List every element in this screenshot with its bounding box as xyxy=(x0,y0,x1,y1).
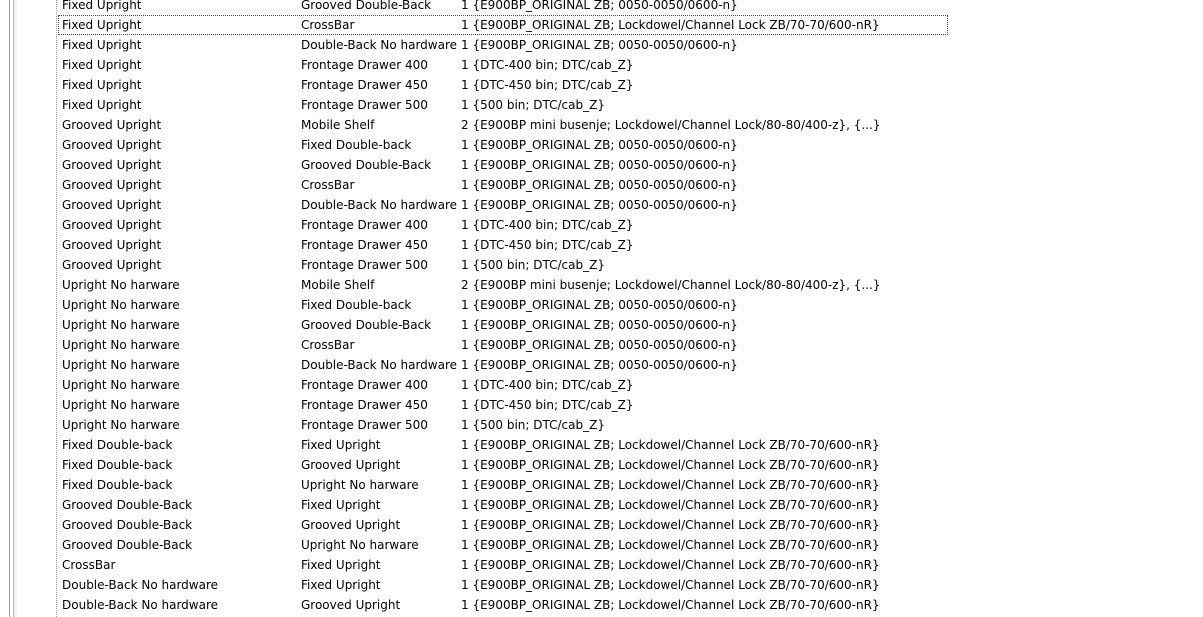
detail-cell xyxy=(461,555,948,575)
upright-cell: Grooved Upright xyxy=(62,198,162,212)
element-cell: Frontage Drawer 500 xyxy=(301,418,428,432)
upright-cell: Double-Back No hardware xyxy=(62,598,219,612)
detail-value: {E900BP_ORIGINAL ZB; 0050-0050/0600-n} xyxy=(472,38,738,52)
upright-cell: Fixed Double-back xyxy=(62,478,173,492)
upright-cell: Fixed Double-back xyxy=(62,458,173,472)
element-cell: Mobile Shelf xyxy=(301,278,375,292)
count-value: 1 xyxy=(461,98,469,112)
list-item[interactable] xyxy=(58,95,948,115)
element-cell: Frontage Drawer 450 xyxy=(301,78,428,92)
detail-value: {E900BP_ORIGINAL ZB; 0050-0050/0600-n} xyxy=(472,178,738,192)
count-value: 1 xyxy=(461,18,469,32)
detail-cell xyxy=(461,295,948,315)
count-value: 1 xyxy=(461,178,469,192)
list-item[interactable] xyxy=(58,335,948,355)
detail-cell xyxy=(461,515,948,535)
detail-value: {DTC-400 bin; DTC/cab_Z} xyxy=(472,218,634,232)
detail-cell xyxy=(461,475,948,495)
count-value: 1 xyxy=(461,238,469,252)
count-value: 1 xyxy=(461,0,469,12)
element-cell: Grooved Double-Back xyxy=(301,318,432,332)
count-value: 1 xyxy=(461,538,469,552)
element-cell: Fixed Upright xyxy=(301,438,381,452)
detail-value: {E900BP_ORIGINAL ZB; Lockdowel/Channel Lock ZB/70-70/600-nR} xyxy=(472,598,880,612)
detail-cell xyxy=(461,195,948,215)
detail-value: {E900BP_ORIGINAL ZB; 0050-0050/0600-n} xyxy=(472,318,738,332)
detail-cell xyxy=(461,75,948,95)
element-cell: CrossBar xyxy=(301,178,355,192)
count-value: 1 xyxy=(461,78,469,92)
detail-value: {500 bin; DTC/cab_Z} xyxy=(472,418,605,432)
detail-value: {E900BP_ORIGINAL ZB; 0050-0050/0600-n} xyxy=(472,158,738,172)
list-item[interactable] xyxy=(58,515,948,535)
upright-cell: Grooved Upright xyxy=(62,138,162,152)
element-cell: CrossBar xyxy=(301,18,355,32)
detail-cell xyxy=(461,0,948,15)
element-cell: Double-Back No hardware xyxy=(301,38,458,52)
element-cell: Mobile Shelf xyxy=(301,118,375,132)
detail-value: {500 bin; DTC/cab_Z} xyxy=(472,258,605,272)
detail-value: {E900BP_ORIGINAL ZB; Lockdowel/Channel Lock ZB/70-70/600-nR} xyxy=(472,458,880,472)
detail-value: {DTC-400 bin; DTC/cab_Z} xyxy=(472,378,634,392)
upright-cell: Upright No harware xyxy=(62,278,180,292)
detail-value: {E900BP_ORIGINAL ZB; 0050-0050/0600-n} xyxy=(472,198,738,212)
list-item[interactable] xyxy=(58,395,948,415)
count-value: 1 xyxy=(461,298,469,312)
detail-value: {E900BP_ORIGINAL ZB; Lockdowel/Channel Lock ZB/70-70/600-nR} xyxy=(472,498,880,512)
list-item[interactable] xyxy=(58,135,948,155)
detail-cell xyxy=(461,15,948,35)
list-item[interactable] xyxy=(58,415,948,435)
list-item[interactable] xyxy=(58,295,948,315)
element-cell: Grooved Upright xyxy=(301,458,401,472)
detail-value: {E900BP_ORIGINAL ZB; Lockdowel/Channel Lock ZB/70-70/600-nR} xyxy=(472,578,880,592)
list-item[interactable] xyxy=(58,195,948,215)
element-cell: Fixed Upright xyxy=(301,578,381,592)
upright-cell: Grooved Upright xyxy=(62,158,162,172)
upright-cell: Upright No harware xyxy=(62,378,180,392)
list-item[interactable] xyxy=(58,475,948,495)
detail-cell xyxy=(461,495,948,515)
count-value: 1 xyxy=(461,558,469,572)
detail-cell xyxy=(461,215,948,235)
count-value: 1 xyxy=(461,438,469,452)
detail-value: {E900BP_ORIGINAL ZB; Lockdowel/Channel Lock ZB/70-70/600-nR} xyxy=(472,538,880,552)
detail-value: {E900BP_ORIGINAL ZB; 0050-0050/0600-n} xyxy=(472,0,738,12)
count-value: 1 xyxy=(461,478,469,492)
detail-value: {E900BP_ORIGINAL ZB; Lockdowel/Channel Lock ZB/70-70/600-nR} xyxy=(472,18,880,32)
detail-value: {DTC-450 bin; DTC/cab_Z} xyxy=(472,398,634,412)
list-item[interactable] xyxy=(58,595,948,615)
upright-cell: Fixed Upright xyxy=(62,58,142,72)
detail-cell xyxy=(461,95,948,115)
detail-cell xyxy=(461,135,948,155)
count-value: 1 xyxy=(461,158,469,172)
list-item[interactable] xyxy=(58,0,948,15)
upright-cell: Fixed Upright xyxy=(62,78,142,92)
element-cell: Upright No harware xyxy=(301,478,419,492)
upright-cell: Upright No harware xyxy=(62,318,180,332)
list-item[interactable] xyxy=(58,555,948,575)
detail-cell xyxy=(461,35,948,55)
detail-cell xyxy=(461,315,948,335)
element-cell: Frontage Drawer 450 xyxy=(301,238,428,252)
list-item[interactable] xyxy=(58,15,948,35)
detail-cell xyxy=(461,275,948,295)
detail-cell xyxy=(461,455,948,475)
count-value: 1 xyxy=(461,58,469,72)
element-cell: Fixed Upright xyxy=(301,558,381,572)
element-cell: Frontage Drawer 400 xyxy=(301,58,428,72)
detail-cell xyxy=(461,415,948,435)
count-value: 1 xyxy=(461,458,469,472)
element-cell: Double-Back No hardware xyxy=(301,358,458,372)
upright-cell: Fixed Upright xyxy=(62,38,142,52)
upright-cell: Upright No harware xyxy=(62,398,180,412)
upright-cell: Fixed Double-back xyxy=(62,438,173,452)
element-cell: CrossBar xyxy=(301,338,355,352)
count-value: 2 xyxy=(461,118,469,132)
count-value: 1 xyxy=(461,498,469,512)
detail-value: {E900BP_ORIGINAL ZB; Lockdowel/Channel Lock ZB/70-70/600-nR} xyxy=(472,558,880,572)
list-item[interactable] xyxy=(58,535,948,555)
upright-cell: Upright No harware xyxy=(62,358,180,372)
count-value: 1 xyxy=(461,338,469,352)
list-item[interactable] xyxy=(58,355,948,375)
detail-value: {DTC-450 bin; DTC/cab_Z} xyxy=(472,238,634,252)
detail-value: {500 bin; DTC/cab_Z} xyxy=(472,98,605,112)
element-cell: Grooved Double-Back xyxy=(301,158,432,172)
list-item[interactable] xyxy=(58,435,948,455)
detail-value: {E900BP mini busenje; Lockdowel/Channel Lock/80-80/400-z}, {...} xyxy=(472,118,881,132)
list-item[interactable] xyxy=(58,155,948,175)
element-cell: Grooved Double-Back xyxy=(301,0,432,12)
detail-cell xyxy=(461,575,948,595)
count-value: 1 xyxy=(461,218,469,232)
tree-connector-line xyxy=(56,0,57,617)
detail-cell xyxy=(461,115,948,135)
list-item[interactable] xyxy=(58,495,948,515)
detail-value: {DTC-400 bin; DTC/cab_Z} xyxy=(472,58,634,72)
count-value: 1 xyxy=(461,378,469,392)
frame-divider xyxy=(9,0,10,617)
element-cell: Frontage Drawer 400 xyxy=(301,378,428,392)
list-item[interactable] xyxy=(58,215,948,235)
upright-cell: Grooved Double-Back xyxy=(62,498,193,512)
count-value: 1 xyxy=(461,258,469,272)
upright-cell: Upright No harware xyxy=(62,298,180,312)
count-value: 1 xyxy=(461,198,469,212)
detail-value: {E900BP_ORIGINAL ZB; 0050-0050/0600-n} xyxy=(472,138,738,152)
upright-cell: Grooved Upright xyxy=(62,178,162,192)
detail-cell xyxy=(461,175,948,195)
detail-cell xyxy=(461,435,948,455)
list-item[interactable] xyxy=(58,275,948,295)
element-cell: Frontage Drawer 450 xyxy=(301,398,428,412)
list-item[interactable] xyxy=(58,455,948,475)
upright-cell: Grooved Upright xyxy=(62,118,162,132)
count-value: 1 xyxy=(461,318,469,332)
splitter-handle[interactable] xyxy=(14,0,17,617)
element-cell: Grooved Upright xyxy=(301,598,401,612)
element-cell: Fixed Double-back xyxy=(301,298,412,312)
upright-cell: Double-Back No hardware xyxy=(62,578,219,592)
list-item[interactable] xyxy=(58,175,948,195)
detail-cell xyxy=(461,235,948,255)
list-item[interactable] xyxy=(58,115,948,135)
element-cell: Frontage Drawer 500 xyxy=(301,98,428,112)
count-value: 1 xyxy=(461,578,469,592)
upright-cell: Grooved Upright xyxy=(62,258,162,272)
element-cell: Grooved Upright xyxy=(301,518,401,532)
detail-value: {E900BP_ORIGINAL ZB; 0050-0050/0600-n} xyxy=(472,358,738,372)
element-cell: Frontage Drawer 400 xyxy=(301,218,428,232)
list-item[interactable] xyxy=(58,35,948,55)
detail-value: {E900BP_ORIGINAL ZB; Lockdowel/Channel Lock ZB/70-70/600-nR} xyxy=(472,478,880,492)
list-item[interactable] xyxy=(58,55,948,75)
connection-list[interactable] xyxy=(58,0,948,615)
count-value: 2 xyxy=(461,278,469,292)
list-item[interactable] xyxy=(58,255,948,275)
element-cell: Fixed Upright xyxy=(301,498,381,512)
upright-cell: CrossBar xyxy=(62,558,116,572)
count-value: 1 xyxy=(461,138,469,152)
detail-cell xyxy=(461,355,948,375)
left-frame xyxy=(0,0,18,617)
detail-cell xyxy=(461,395,948,415)
list-item[interactable] xyxy=(58,75,948,95)
upright-cell: Fixed Upright xyxy=(62,0,142,12)
list-item[interactable] xyxy=(58,315,948,335)
detail-cell xyxy=(461,375,948,395)
detail-cell xyxy=(461,255,948,275)
detail-value: {E900BP mini busenje; Lockdowel/Channel Lock/80-80/400-z}, {...} xyxy=(472,278,881,292)
upright-cell: Grooved Double-Back xyxy=(62,538,193,552)
detail-cell xyxy=(461,55,948,75)
element-cell: Upright No harware xyxy=(301,538,419,552)
count-value: 1 xyxy=(461,418,469,432)
detail-cell xyxy=(461,595,948,615)
upright-cell: Grooved Upright xyxy=(62,238,162,252)
element-cell: Fixed Double-back xyxy=(301,138,412,152)
upright-cell: Fixed Upright xyxy=(62,18,142,32)
list-item[interactable] xyxy=(58,235,948,255)
upright-cell: Upright No harware xyxy=(62,418,180,432)
detail-value: {E900BP_ORIGINAL ZB; Lockdowel/Channel Lock ZB/70-70/600-nR} xyxy=(472,518,880,532)
detail-value: {E900BP_ORIGINAL ZB; Lockdowel/Channel Lock ZB/70-70/600-nR} xyxy=(472,438,880,452)
list-item[interactable] xyxy=(58,375,948,395)
list-item[interactable] xyxy=(58,575,948,595)
count-value: 1 xyxy=(461,518,469,532)
count-value: 1 xyxy=(461,398,469,412)
detail-cell xyxy=(461,535,948,555)
count-value: 1 xyxy=(461,598,469,612)
upright-cell: Upright No harware xyxy=(62,338,180,352)
upright-cell: Grooved Upright xyxy=(62,218,162,232)
count-value: 1 xyxy=(461,38,469,52)
detail-value: {E900BP_ORIGINAL ZB; 0050-0050/0600-n} xyxy=(472,298,738,312)
upright-cell: Grooved Double-Back xyxy=(62,518,193,532)
element-cell: Double-Back No hardware xyxy=(301,198,458,212)
detail-cell xyxy=(461,335,948,355)
upright-cell: Fixed Upright xyxy=(62,98,142,112)
element-cell: Frontage Drawer 500 xyxy=(301,258,428,272)
detail-value: {DTC-450 bin; DTC/cab_Z} xyxy=(472,78,634,92)
detail-value: {E900BP_ORIGINAL ZB; 0050-0050/0600-n} xyxy=(472,338,738,352)
count-value: 1 xyxy=(461,358,469,372)
detail-cell xyxy=(461,155,948,175)
